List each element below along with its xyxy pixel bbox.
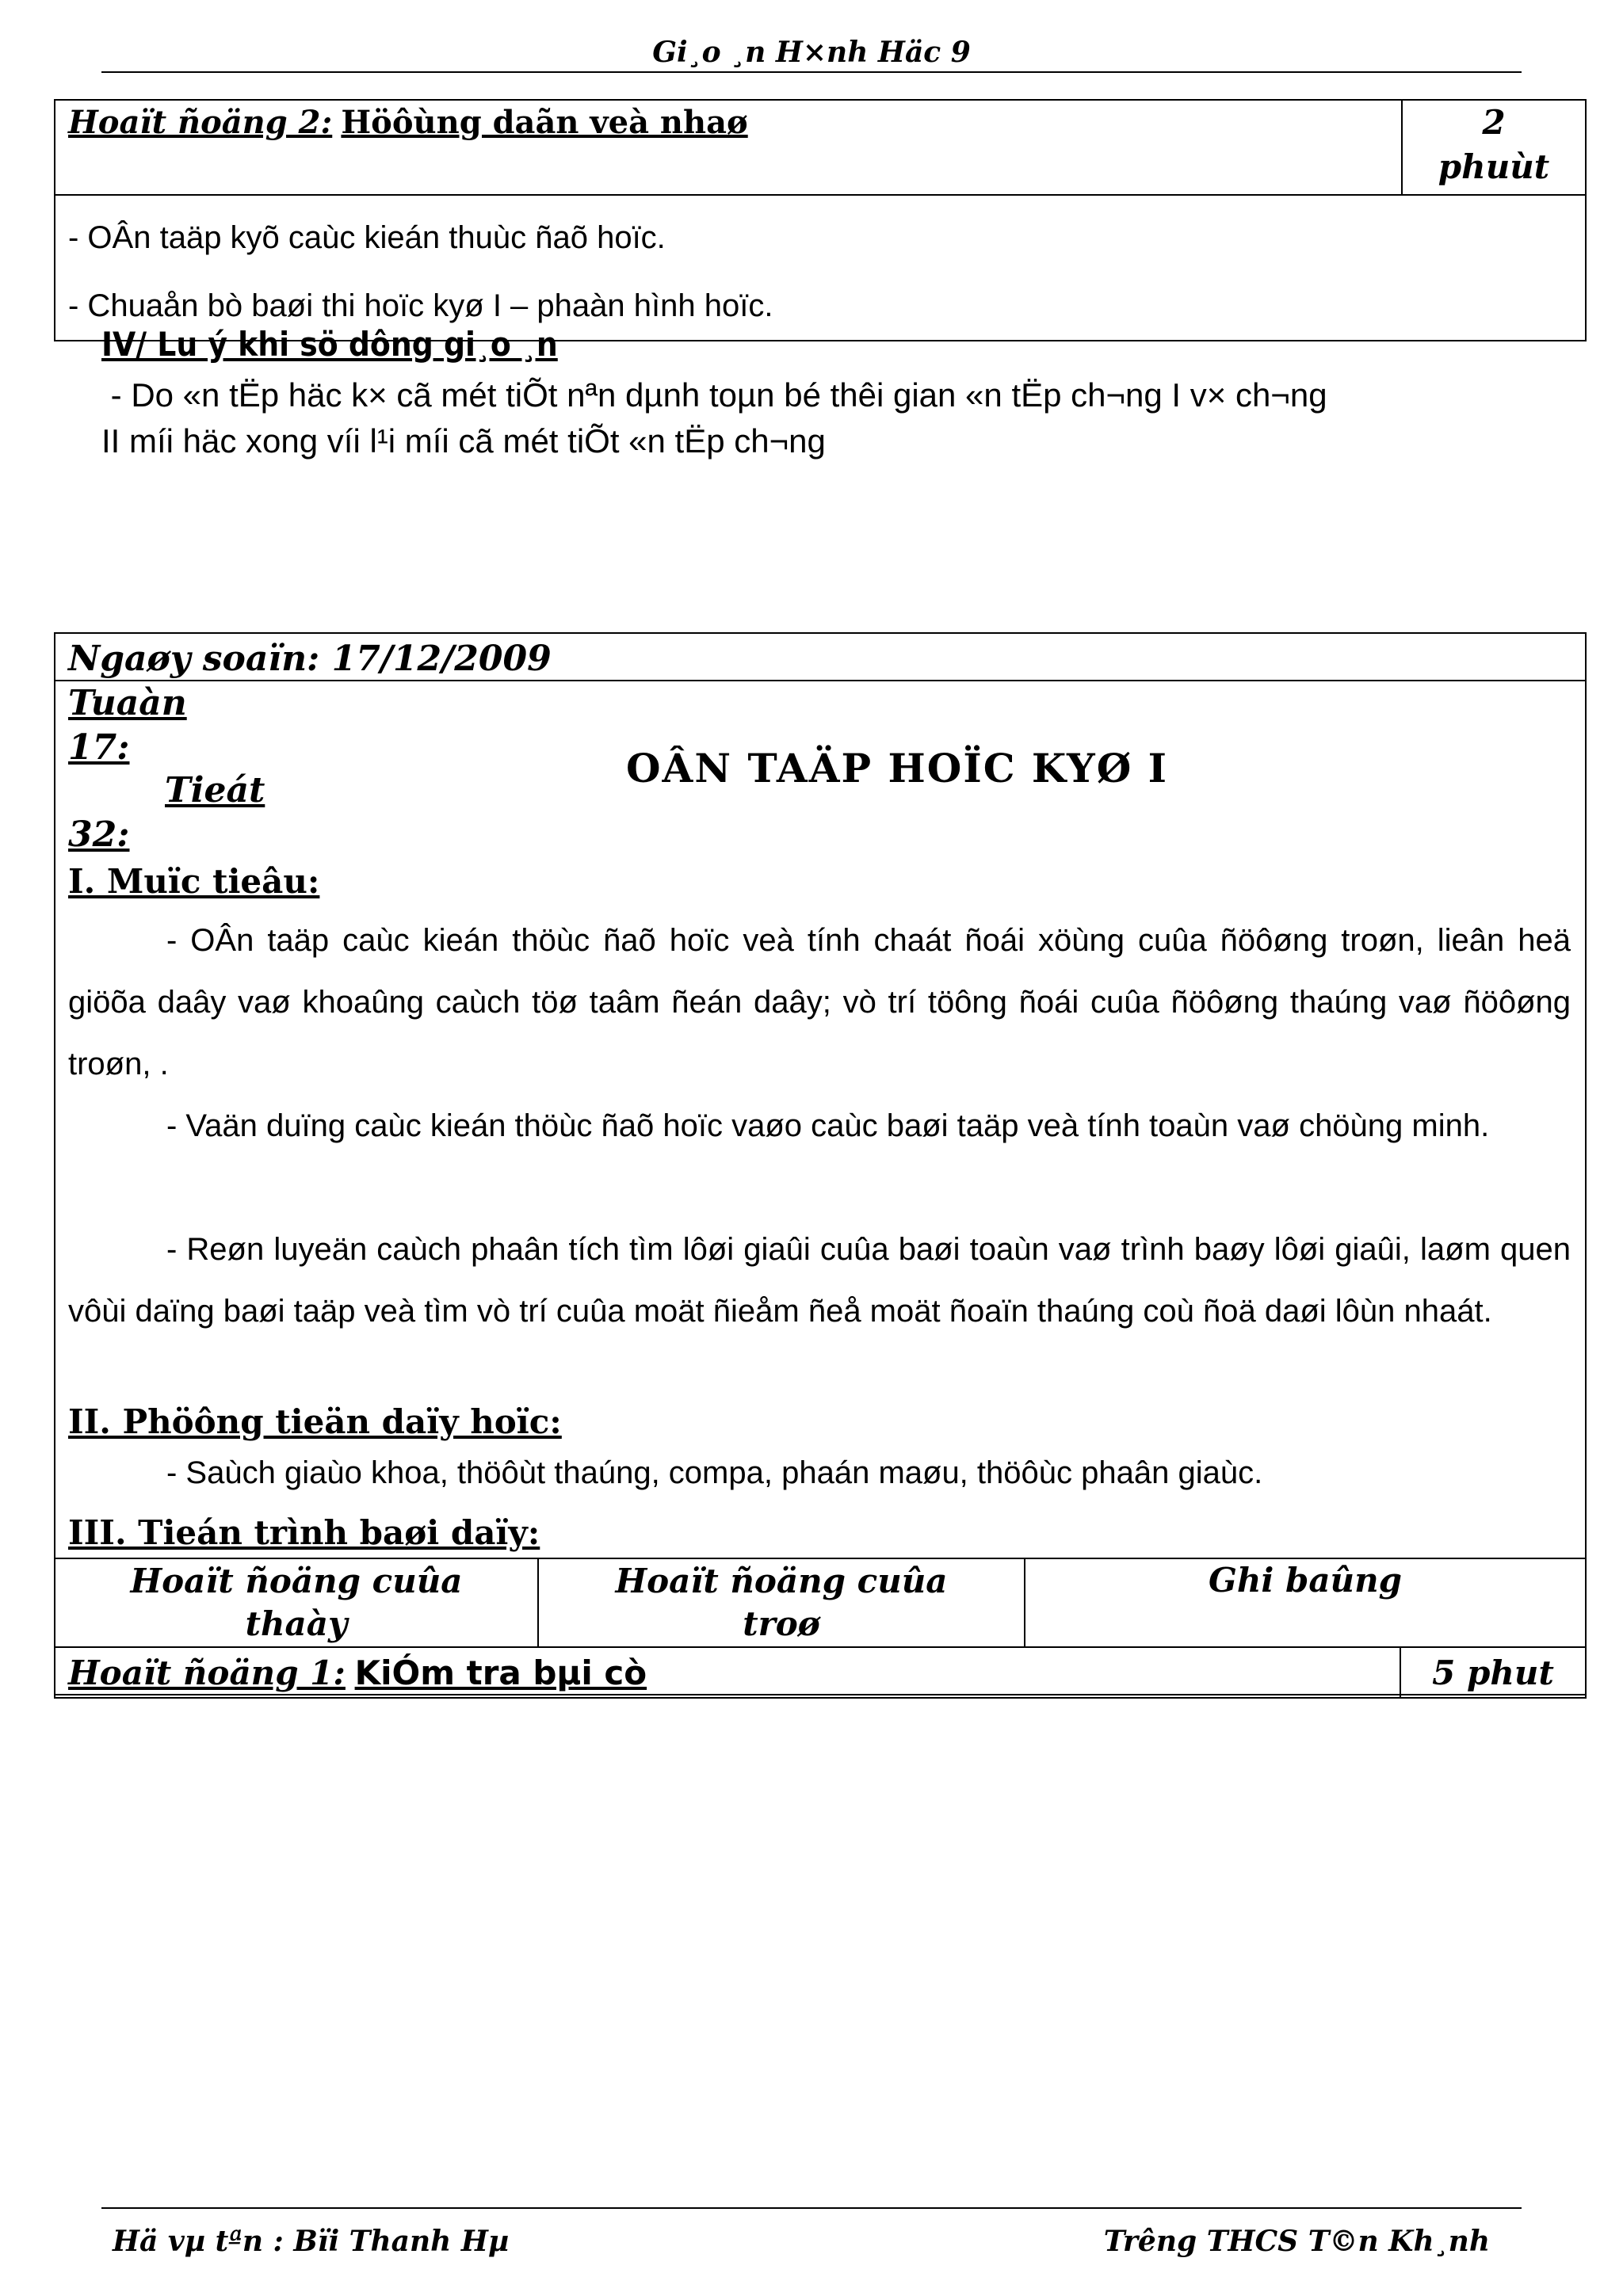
activity2-content (55, 195, 1586, 341)
duration-number: 2 (1482, 103, 1506, 142)
header-text: Gi¸o ¸n H×nh Häc 9 (652, 36, 971, 69)
col-teacher-line: Hoaït ñoäng cuûa (130, 1562, 463, 1600)
section2-title: II. Phöông tieän daïy hoïc: (68, 1402, 562, 1441)
activity2-duration (1402, 100, 1586, 195)
section4-line: II míi häc xong víi l¹i míi cã mét tiÕt «n tËp ch¬ng (101, 422, 826, 460)
activity1-title: KiÓm tra bµi cò (354, 1653, 647, 1692)
footer-school: Trêng THCS T©n Kh¸nh (1103, 2225, 1490, 2258)
section4-title: IV/ Lu ý khi sö dông gi¸o ¸n (101, 325, 558, 364)
objective-paragraph: - OÂn taäp caùc kieán thöùc ñaõ hoïc veà tính chaát ñoái xöùng cuûa ñöôøng troøn, lieân heä giöõa daây vaø khoaûng caùch töø taâm ñeán daây; vò trí töông ñoái cuûa ñöôøng thaúng vaø ñöôøng troøn, . (68, 923, 1571, 1081)
week-label: Tuaàn (68, 683, 187, 723)
page-header (101, 32, 1522, 73)
objective-paragraph: - Vaän duïng caùc kieán thöùc ñaõ hoïc vaøo caùc baøi taäp veà tính toaùn vaø chöùng minh. (166, 1108, 1490, 1143)
col-board-label: Ghi baûng (1208, 1561, 1402, 1600)
section3-title: III. Tieán trình baøi daïy: (68, 1513, 540, 1552)
lesson-title: OÂN TAÄP HOÏC KYØ I (626, 745, 1169, 791)
lesson-plan-table (54, 1558, 1587, 1699)
section1-title: I. Muïc tieâu: (68, 862, 320, 901)
period-number: 32: (68, 814, 130, 855)
activity2-item: - OÂn taäp kyõ caùc kieán thuùc ñaõ hoïc. (68, 220, 666, 255)
duration-unit: phuùt (1438, 147, 1550, 186)
activity2-label: Hoaït ñoäng 2: (68, 104, 333, 141)
activity2-header (55, 100, 1402, 195)
activity1-header (55, 1647, 1400, 1698)
col-student-line: Hoaït ñoäng cuûa (615, 1562, 948, 1600)
week-number: 17: (68, 727, 130, 768)
date-row (55, 634, 1585, 681)
col-board (1025, 1558, 1586, 1647)
period-label: Tieát (165, 770, 265, 810)
lesson-frame (54, 632, 1587, 1695)
activity1-duration: 5 phut (1400, 1647, 1586, 1698)
col-teacher (55, 1558, 538, 1647)
section4-line: - Do «n tËp häc k× cã mét tiÕt nªn dµnh toµn bé thêi gian «n tËp ch¬ng I v× ch¬ng (101, 376, 1327, 414)
activity2-table (54, 99, 1587, 341)
section4-body (101, 372, 1528, 464)
activity2-item: - Chuaån bò baøi thi hoïc kyø I – phaàn hình hoïc. (68, 288, 773, 323)
col-student-line: troø (743, 1604, 820, 1643)
footer-author: Hä vµ tªn : Bïi Thanh Hµ (113, 2225, 510, 2258)
col-teacher-line: thaày (245, 1604, 348, 1643)
resources-paragraph: - Saùch giaùo khoa, thöôùt thaúng, compa, phaán maøu, thöôùc phaân giaùc. (166, 1455, 1263, 1490)
activity2-title: Höôùng daãn veà nhaø (341, 104, 748, 141)
lesson-date: Ngaøy soaïn: 17/12/2009 (68, 639, 552, 679)
activity1-label: Hoaït ñoäng 1: (68, 1653, 346, 1692)
col-student (538, 1558, 1025, 1647)
week-block (68, 681, 187, 770)
page-footer (101, 2207, 1522, 2258)
objective-paragraph: - Reøn luyeän caùch phaân tích tìm lôøi giaûi cuûa baøi toaùn vaø trình baøy lôøi giaûi, laøm quen vôùi daïng baøi taäp veà tìm vò trí cuûa moät ñieåm ñeå moät ñoaïn thaúng coù ñoä daøi lôùn nhaát. (68, 1232, 1571, 1329)
